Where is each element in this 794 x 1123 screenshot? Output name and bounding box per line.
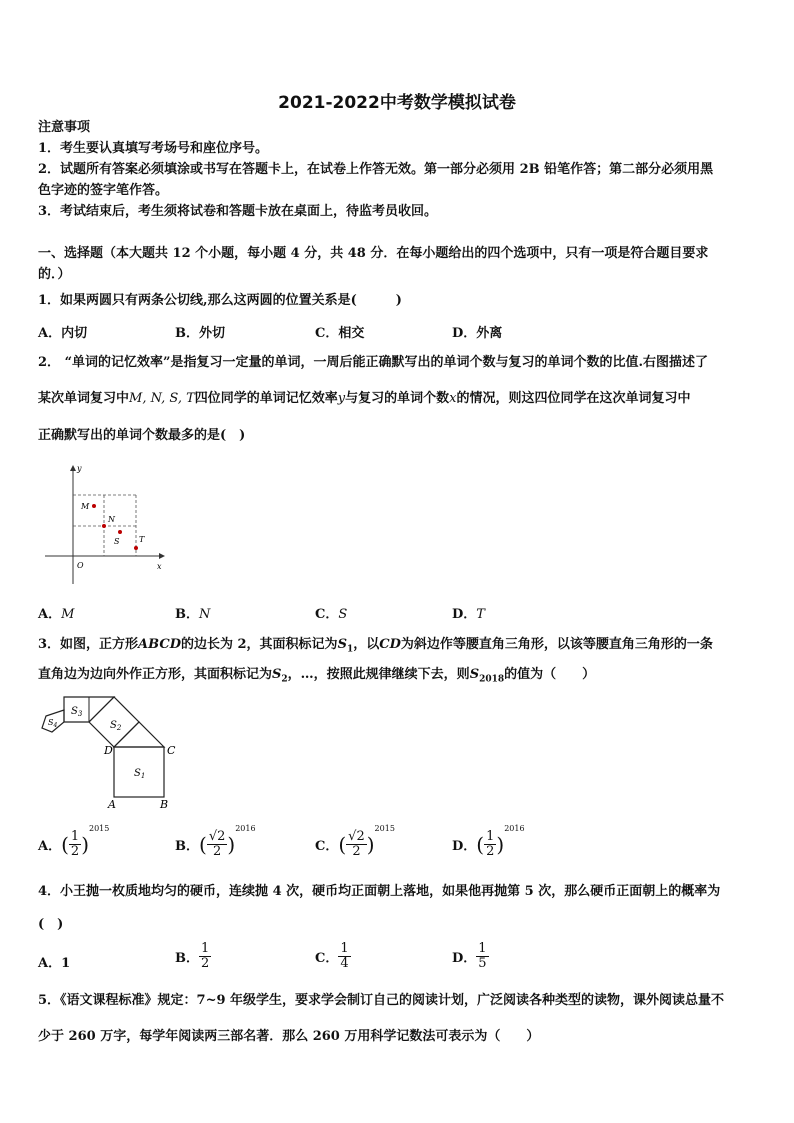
q2-line2-part-d: 的情况，则这四位同学在这次单词复习中	[456, 391, 691, 406]
point-n	[102, 524, 106, 528]
q2-line2	[38, 390, 760, 408]
q3-squares-figure	[38, 694, 188, 812]
q2-var-y: y	[337, 391, 346, 406]
label-s4: $S_4$	[48, 718, 58, 729]
q3-l2-part-c: 的值为（ ）	[504, 667, 596, 682]
q3-option-a[interactable]: A．( $\frac{1}{2}$ )$^{2015}$	[38, 824, 110, 859]
label-x: x	[157, 562, 162, 571]
point-m	[92, 504, 96, 508]
label-s3: $S_3$	[71, 706, 83, 718]
label-s: S	[114, 537, 120, 546]
q1-option-c[interactable]: C．相交	[315, 326, 365, 341]
q2-scatter-figure	[40, 462, 170, 587]
q3-s1-sub: 1	[346, 644, 354, 655]
q3-line2	[38, 666, 760, 689]
q1-option-b[interactable]: B．外切	[175, 326, 225, 341]
label-n: N	[108, 515, 115, 524]
q2-var-x: x	[449, 391, 457, 406]
q3-options	[38, 824, 760, 864]
label-d: D	[104, 744, 113, 757]
notice-item-2: 2．试题所有答案必须填涂或书写在答题卡上，在试卷上作答无效。第一部分必须用 2B 铅笔作答；第二部分必须用黑	[38, 162, 714, 177]
triangle-1	[114, 722, 164, 747]
notice-item-2-cont: 色字迹的签字笔作答。	[38, 183, 169, 198]
q2-option-d[interactable]: D．T	[452, 607, 485, 622]
q3-s2018: S	[469, 667, 480, 682]
q2-options	[38, 603, 760, 625]
q3-s1: S	[337, 637, 347, 652]
notice-item-3: 3．考试结束后，考生须将试卷和答题卡放在桌面上，待监考员收回。	[38, 204, 438, 219]
q3-s2018-sub: 2018	[479, 674, 505, 685]
q1-stem: 1．如果两圆只有两条公切线,那么这两圆的位置关系是( )	[38, 293, 402, 308]
q2-line1: 2． “单词的记忆效率”是指复习一定量的单词，一周后能正确默写出的单词个数与复习的单词个数的比值.右图描述了	[38, 355, 709, 370]
section-heading-line2: 的．）	[38, 267, 71, 282]
q4-option-d[interactable]: D． $\frac{1}{5}$	[452, 941, 487, 971]
point-s	[118, 530, 122, 534]
q1-option-a[interactable]: A．内切	[38, 326, 88, 341]
q4-option-c[interactable]: C． $\frac{1}{4}$	[315, 941, 349, 971]
label-origin: O	[77, 561, 84, 570]
label-s1: $S_1$	[134, 768, 146, 780]
q5-line2: 少于 260 万字，每学年阅读两三部名著．那么 260 万用科学记数法可表示为（ ）	[38, 1029, 540, 1044]
label-y: y	[77, 464, 82, 473]
q3-s2: S	[272, 667, 282, 682]
q2-line2-part-b: 四位同学的单词记忆效率	[194, 391, 338, 406]
q3-option-c[interactable]: C．( $\frac{√2}{2}$ )$^{2015}$	[315, 824, 395, 859]
q1-option-d[interactable]: D．外离	[452, 326, 503, 341]
notice-item-1: 1．考生要认真填写考场号和座位序号。	[38, 141, 269, 156]
q3-line1	[38, 636, 760, 659]
label-a: A	[108, 798, 116, 811]
q4-line2: ( )	[38, 917, 64, 932]
q2-line3: 正确默写出的单词个数最多的是( )	[38, 428, 246, 443]
q3-option-b[interactable]: B．( $\frac{√2}{2}$ )$^{2016}$	[175, 824, 256, 859]
q2-option-b[interactable]: B．N	[175, 607, 211, 622]
q3-l1-part-a: 3．如图，正方形	[38, 637, 139, 652]
q3-l1-part-b: 的边长为 2，其面积标记为	[180, 637, 338, 652]
label-t: T	[139, 535, 145, 544]
q4-option-b[interactable]: B． $\frac{1}{2}$	[175, 941, 210, 971]
point-t	[134, 546, 138, 550]
q3-s2-sub: 2	[281, 674, 288, 685]
q3-option-d[interactable]: D．( $\frac{1}{2}$ )$^{2016}$	[452, 824, 525, 859]
q3-l1-part-c: ，以	[353, 637, 380, 652]
q4-option-a[interactable]: A．1	[38, 956, 71, 971]
q3-cd: CD	[379, 637, 401, 652]
q2-option-c[interactable]: C．S	[315, 607, 348, 622]
label-c: C	[167, 744, 176, 757]
q2-option-a[interactable]: A．M	[38, 607, 75, 622]
q4-options	[38, 942, 760, 978]
q2-line2-part-c: 与复习的单词个数	[345, 391, 450, 406]
q4-line1: 4．小王抛一枚质地均匀的硬币，连续抛 4 次，硬币均正面朝上落地，如果他再抛第 5 次，那么硬币正面朝上的概率为	[38, 884, 721, 899]
q3-abcd: ABCD	[138, 637, 181, 652]
label-b: B	[160, 798, 169, 811]
q3-l2-part-a: 直角边为边向外作正方形，其面积标记为	[38, 667, 273, 682]
label-s2: $S_2$	[110, 720, 122, 732]
q3-l1-part-d: 为斜边作等腰直角三角形，以该等腰直角三角形的一条	[400, 637, 713, 652]
label-m: M	[81, 502, 90, 511]
q3-l2-part-b: ，…，按照此规律继续下去，则	[287, 667, 470, 682]
q5-line1: 5．《语文课程标准》规定：7~9 年级学生，要求学会制订自己的阅读计划，广泛阅读各种类型的读物，课外阅读总量不	[38, 993, 725, 1008]
section-heading-line1: 一、选择题（本大题共 12 个小题，每小题 4 分，共 48 分．在每小题给出的四个选项中，只有一项是符合题目要求	[38, 246, 709, 261]
q2-line2-part-a: 某次单词复习中	[38, 391, 130, 406]
q1-options	[38, 322, 760, 344]
page-title: 2021-2022中考数学模拟试卷	[278, 93, 516, 113]
q2-variables: M, N, S, T	[129, 391, 195, 406]
notice-heading: 注意事项	[38, 120, 91, 135]
